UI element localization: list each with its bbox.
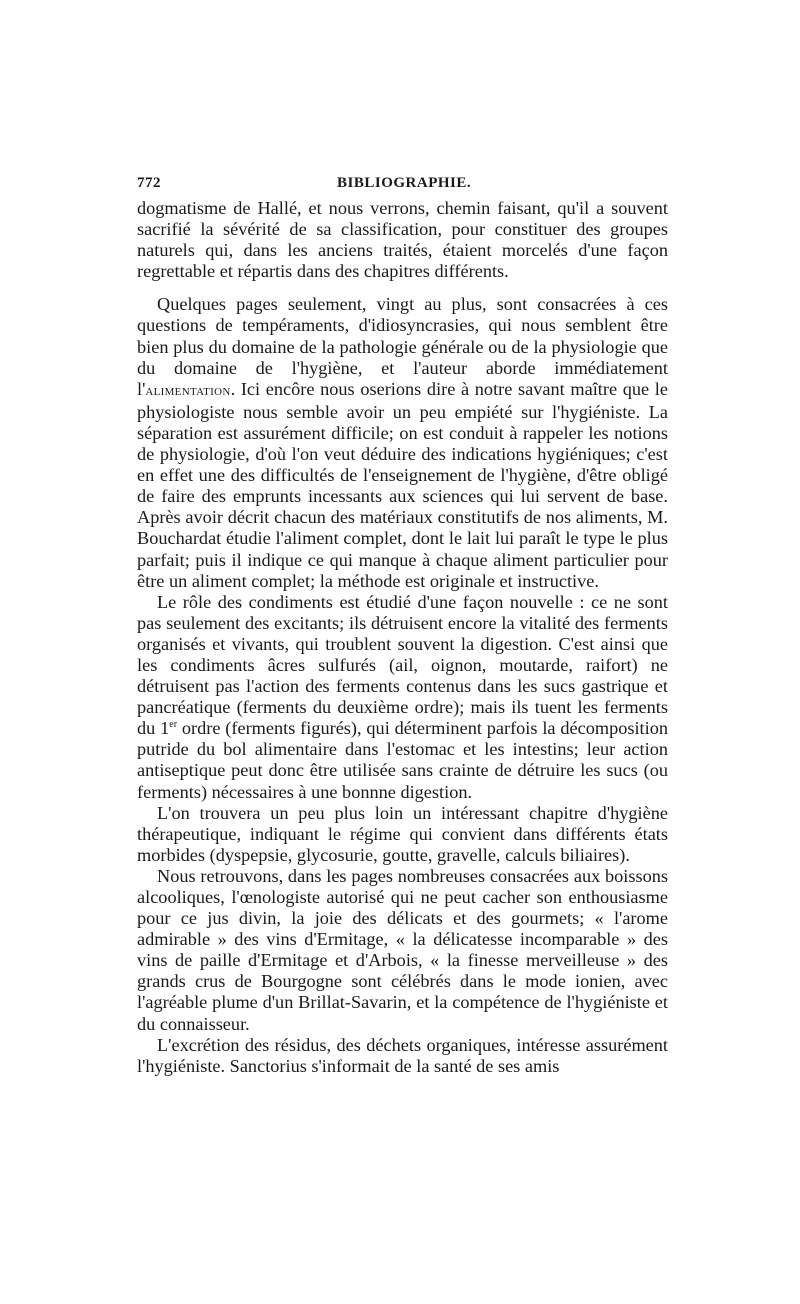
paragraph-2	[137, 294, 668, 591]
book-page	[137, 175, 668, 1077]
paragraph-4: L'on trouvera un peu plus loin un intéressant chapitre d'hygiène thérapeutique, indiquant le régime qui convient dans différents états morbides (dyspepsie, glycosurie, goutte, gravelle, calculs biliaires).	[137, 802, 668, 865]
paragraph-2-text-after: . Ici encôre nous oserions dire à notre savant maître que le physiologiste nous semble avoir un peu empiété sur l'hygiéniste. La séparation est assurément difficile; on est conduit à rappeler les notions de physiologie, d'où l'on veut déduire des indications hygiéniques; c'est en effet une des difficultés de l'enseignement de l'hygiène, d'être obligé de faire des emprunts incessants aux sciences qui lui servent de base. Après avoir décrit chacun des matériaux constitutifs de nos aliments, M. Bouchardat étudie l'aliment complet, dont le lait lui paraît le type le plus parfait; puis il indique ce qui manque à chaque aliment particulier pour être un aliment complet; la méthode est originale et instructive.	[137, 378, 668, 591]
paragraph-3	[137, 592, 668, 803]
page-body	[137, 198, 668, 1077]
alimentation-small-caps: alimentation	[145, 382, 231, 399]
running-header	[137, 175, 668, 192]
running-title: BIBLIOGRAPHIE.	[337, 175, 472, 191]
paragraph-3-text-after: ordre (ferments figurés), qui déterminent parfois la décomposition putride du bol alimentaire dans l'estomac et les intestins; leur action antiseptique peut donc être utilisée sans crainte de détruire les sucs (ou ferments) nécessaires à une bonnne digestion.	[137, 718, 669, 802]
page-number: 772	[137, 175, 161, 191]
paragraph-1: dogmatisme de Hallé, et nous verrons, chemin faisant, qu'il a souvent sacrifié la sévérité de sa classification, pour constituer des groupes naturels qui, dans les anciens traités, étaient morcelés d'une façon regrettable et répartis dans des chapitres différents.	[137, 198, 668, 282]
paragraph-2-text-before: Quelques pages seulement, vingt au plus, sont consacrées à ces questions de tempéraments, d'idiosyncrasies, qui nous semblent être bien plus du domaine de la pathologie générale ou de la physiologie que du domaine de l'hygiène, et l'auteur aborde immédiatement l'	[137, 294, 668, 399]
paragraph-6: L'excrétion des résidus, des déchets organiques, intéresse assurément l'hygiéniste. Sanctorius s'informait de la santé de ses amis	[137, 1034, 668, 1076]
paragraph-5: Nous retrouvons, dans les pages nombreuses consacrées aux boissons alcooliques, l'œnologiste autorisé qui ne peut cacher son enthousiasme pour ce jus divin, la joie des délicats et des gourmets; « l'arome admirable » des vins d'Ermitage, « la délicatesse incomparable » des vins de paille d'Ermitage et d'Arbois, « la finesse merveilleuse » des grands crus de Bourgogne sont célébrés dans le mode ionien, avec l'agréable plume d'un Brillat-Savarin, et la compétence de l'hygiéniste et du connaisseur.	[137, 865, 668, 1034]
paragraph-3-text-before: Le rôle des condiments est étudié d'une façon nouvelle : ce ne sont pas seulement des excitants; ils détruisent encore la vitalité des ferments organisés et vivants, qui troublent souvent la digestion. C'est ainsi que les condiments âcres sulfurés (ail, oignon, moutarde, raifort) ne détruisent pas l'action des ferments contenus dans les sucs gastrique et pancréatique (ferments du deuxième ordre); mais ils tuent les ferments du 1	[137, 591, 668, 739]
ordinal-superscript: er	[169, 719, 178, 731]
